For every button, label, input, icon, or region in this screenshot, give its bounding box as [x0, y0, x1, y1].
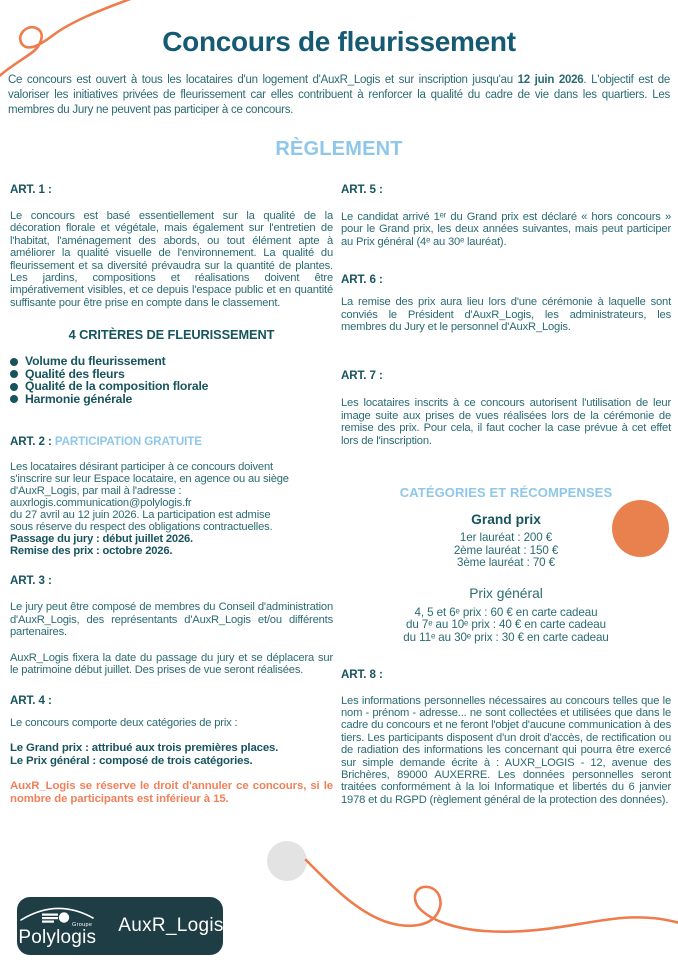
art8-body: Les informations personnelles nécessaires au concours telles que le nom - prénom - adresse... ne sont collectées et utilisées que dans le cadre du concours et ne feront l'objet d'aucune communication à des tiers. Les participants disposent d'un droit d'accès, de rectification ou de radiation des informations les concernant qui pourra être exercé sur simple demande écrite à : AUXR_LOGIS - 12, avenue des Brichères, 89000 AUXERRE. Les données personnelles seront traitées conformément à la loi Informatique et libertés du 6 janvier 1978 et du RGPD (règlement général de la protection des données).: [341, 694, 671, 806]
groupe-label: Groupe: [72, 922, 93, 928]
art6-body: La remise des prix aura lieu lors d'une cérémonie à laquelle sont conviés le Président d'AuxR_Logis, les administrateurs, les membres du Jury et le personnel d'AuxR_Logis.: [341, 296, 671, 334]
art5-body: Le candidat arrivé 1ᵉʳ du Grand prix est déclaré « hors concours » pour le Grand prix, les deux années suivantes, mais peut participer au Prix général (4ᵉ au 30ᵉ lauréat).: [341, 211, 671, 248]
prix-general-item: 4, 5 et 6ᵉ prix : 60 € en carte cadeau: [414, 605, 598, 619]
cancellation-warning: AuxR_Logis se réserve le droit d'annuler ce concours, si le nombre de participants est inférieur à 15.: [10, 779, 333, 806]
art7-label: ART. 7 :: [341, 369, 383, 383]
gray-circle-decoration: [267, 841, 307, 881]
prix-general-list: [341, 607, 671, 645]
art7-body: Les locataires inscrits à ce concours autorisent l'utilisation de leur image suite aux prises de vues réalisées lors de la cérémonie de remise des prix. Pour cela, il faut cocher la case prévue à cet effet lors de l'inscription.: [341, 397, 671, 447]
art2-line: du 27 avril au 12 juin 2026. La participation est admise: [10, 509, 271, 521]
intro-deadline: 12 juin 2026: [517, 74, 584, 86]
art2-label: ART. 2 : PARTICIPATION GRATUITE: [10, 434, 202, 448]
grand-prix-heading: Grand prix: [471, 512, 541, 528]
prix-general-item: du 7ᵉ au 10ᵉ prix : 40 € en carte cadeau: [406, 618, 606, 632]
auxr-logis-wordmark: AuxR_Logis: [118, 915, 224, 936]
left-column: [10, 178, 333, 807]
grand-prix-item: 1er lauréat : 200 €: [459, 531, 553, 545]
criteria-item: Qualité des fleurs: [10, 368, 333, 381]
footer-logo: [17, 897, 223, 955]
criteria-item: Volume du fleurissement: [10, 355, 333, 368]
page-title: Concours de fleurissement: [162, 26, 516, 57]
art3-label: ART. 3 :: [10, 574, 52, 588]
art4-prix-general-line: Le Prix général : composé de trois catégories.: [10, 754, 253, 767]
criteria-item: Qualité de la composition florale: [10, 380, 333, 393]
art2-email: auxrlogis.communication@polylogis.fr: [10, 496, 192, 509]
art4-label: ART. 4 :: [10, 694, 52, 708]
art2-line: Les locataires désirant participer à ce concours doivent: [10, 460, 273, 473]
art6-label: ART. 6 :: [341, 273, 383, 287]
intro-paragraph: [8, 73, 670, 119]
intro-text-1: Ce concours est ouvert à tous les locataires d'un logement d'AuxR_Logis et sur inscription jusqu'au: [8, 74, 518, 86]
art2-sublabel: PARTICIPATION GRATUITE: [54, 434, 202, 448]
art2-line: d'AuxR_Logis, par mail à l'adresse :: [10, 484, 182, 497]
right-column: [341, 178, 671, 806]
criteria-heading: 4 CRITÈRES DE FLEURISSEMENT: [68, 327, 275, 343]
art2-jury-date: Passage du jury : début juillet 2026.: [10, 533, 193, 546]
bullet-icon: [10, 358, 18, 366]
art1-body: Le concours est basé essentiellement sur la qualité de la décoration florale et végétale, mais également sur l'entretien de l'habitat, l'aménagement des abords, ou tout élément apte à améliorer la qualité visuelle de l'environnement. La qualité du fleurissement et sa diversité prévaudra sur la quantité de plantes. Les jardins, compositions et réalisations doivent être impérativement visibles, et ce depuis l'espace public et en quantité suffisante pour être prise en compte dans le classement.: [10, 210, 333, 309]
art2-prize-date: Remise des prix : octobre 2026.: [10, 545, 173, 558]
bullet-icon: [10, 395, 18, 403]
art2-line: s'inscrire sur leur Espace locataire, en agence ou au siège: [10, 472, 289, 485]
grand-prix-item: 2ème lauréat : 150 €: [453, 543, 559, 557]
grand-prix-item: 3ème lauréat : 70 €: [456, 556, 555, 570]
art5-label: ART. 5 :: [341, 183, 383, 196]
art8-label: ART. 8 :: [341, 667, 383, 681]
prix-general-heading: Prix général: [469, 585, 543, 601]
bullet-icon: [10, 383, 18, 391]
polylogis-brand: [16, 903, 98, 949]
art3-body2: AuxR_Logis fixera la date du passage du jury et se déplacera sur le patrimoine début juillet. Des prises de vue seront réalisées.: [10, 651, 333, 676]
criteria-item: Harmonie générale: [10, 393, 333, 406]
reglement-heading: RÈGLEMENT: [275, 138, 403, 160]
intro-text-2: . L'objectif est de valoriser les initiatives privées de fleurissement car elles contribuent à renforcer la qualité du cadre de vie dans les quartiers. Les membres du Jury ne peuvent pas participer à ce concours.: [8, 74, 670, 117]
criteria-list: [10, 355, 333, 405]
categories-heading: CATÉGORIES ET RÉCOMPENSES: [399, 485, 613, 501]
orange-circle-decoration: [612, 500, 669, 557]
art4-prizes: [10, 742, 333, 768]
art4-body: Le concours comporte deux catégories de prix :: [10, 717, 238, 730]
art4-grand-prix-line: Le Grand prix : attribué aux trois premières places.: [10, 741, 279, 754]
bullet-icon: [10, 370, 18, 378]
polylogis-wordmark: Polylogis: [18, 927, 97, 948]
prix-general-item: du 11ᵉ au 30ᵉ prix : 30 € en carte cadeau: [403, 631, 609, 645]
art1-label: ART. 1 :: [10, 183, 52, 196]
art2-line: sous réserve du respect des obligations contractuelles.: [10, 521, 273, 534]
art3-body: Le jury peut être composé de membres du Conseil d'administration d'AuxR_Logis, des représentants d'AuxR_Logis et/ou différents partenaires.: [10, 601, 333, 639]
art2-body: [10, 461, 333, 558]
swirl-bottom-decoration: [300, 850, 678, 945]
